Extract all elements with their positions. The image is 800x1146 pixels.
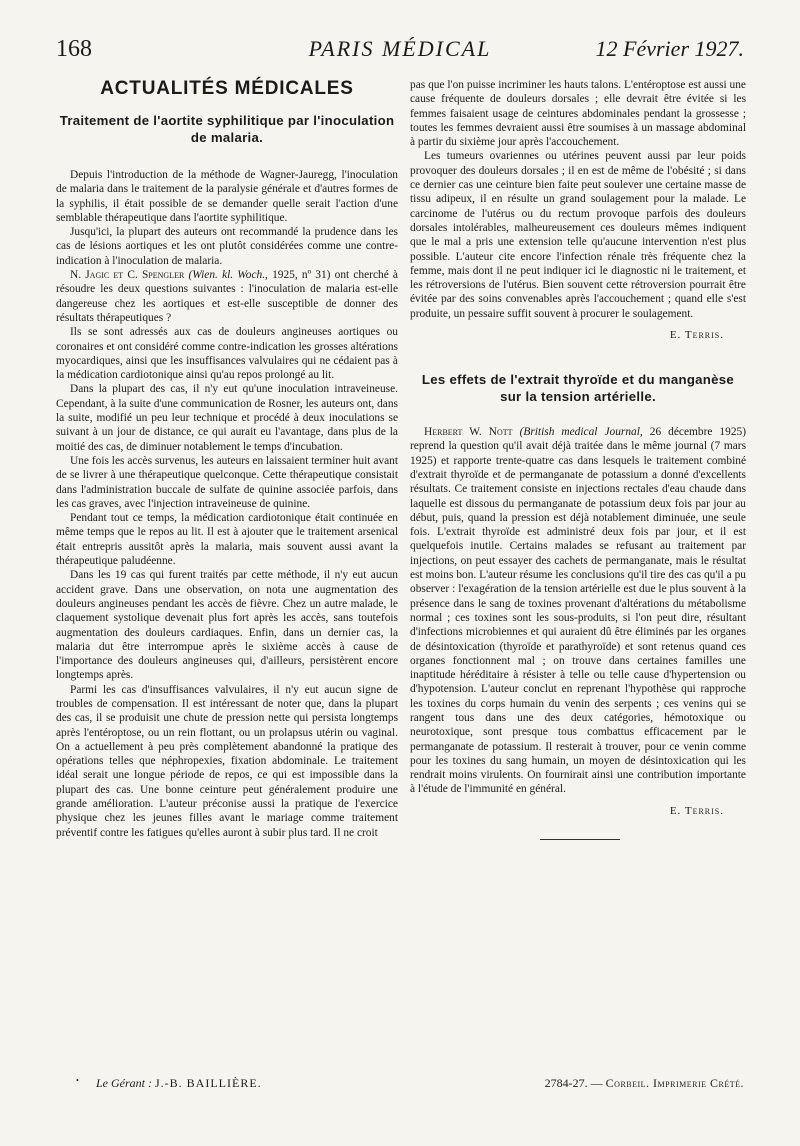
end-divider xyxy=(540,839,620,840)
paragraph-reference xyxy=(410,425,746,797)
author-signature: E. Terris. xyxy=(669,804,724,817)
print-code: 2784-27. — xyxy=(544,1076,606,1090)
printer-name: Corbeil. Imprimerie Crété. xyxy=(605,1076,744,1090)
reference-journal: (British medical Journal, xyxy=(519,426,643,439)
footer-gerant xyxy=(96,1076,262,1091)
article-title-aortite: Traitement de l'aortite syphilitique par l'inoculation de malaria. xyxy=(59,113,395,145)
reference-text: 1925, nº 31) ont cherché à résoudre les deux questions suivantes : l'inoculation de malaria est-elle dangereuse chez les aortiques et est-elle susceptible de donner des résultats thérapeutiques ? xyxy=(56,269,398,324)
left-column xyxy=(56,78,398,840)
paragraph-continued: pas que l'on puisse incriminer les hauts talons. L'entéroptose est aussi une cause fréquente de douleurs dorsales ; elle devrait être évitée si les femmes faisaient usage de ceintures abdominales pendant la grossesse ; toutes les femmes devraient aussi être soumises à un massage abdominal à partir du sixième jour après l'accouchement. xyxy=(410,79,746,149)
gerant-name: J.-B. BAILLIÈRE. xyxy=(155,1076,262,1090)
paragraph: Parmi les cas d'insuffisances valvulaires, il n'y eut aucun signe de troubles de compensation. Il est intéressant de noter que, dans la plupart des cas, il se produisit une chute de pression nette qui persista longtemps après l'entéroptose, ou un rein flottant, ou un prolapsus utérin ou vaginal. On a actuellement à peu près complètement abandonné la pratique des opérations telles que néphropexies, fixation abdominale. Le traitement idéal serait une longue période de repos, ce qui est impossible dans la plupart des cas. Une bonne ceinture peut généralement produire une grande amélioration. L'auteur préconise aussi la pratique de l'exercice physique chez les jeunes filles avant le mariage comme traitement préventif contre les fatigues qu'elles auront à subir plus tard. Il ne croit xyxy=(56,683,398,839)
right-column xyxy=(410,78,746,840)
page-header xyxy=(56,30,744,70)
paragraph: Une fois les accès survenus, les auteurs en laissaient terminer huit avant de se livrer à une thérapeutique quelconque. Cette thérapeutique consistait dans l'administration buccale de sulfate de quinine associée parfois, dans les cas graves, avec l'injection intraveineuse de quinine. xyxy=(56,454,398,510)
page-number: 168 xyxy=(56,36,92,62)
footer-printer xyxy=(545,1076,744,1091)
paragraph: Dans la plupart des cas, il n'y eut qu'une inoculation intraveineuse. Cependant, à la suite d'une communication de Rosner, les auteurs ont, dans la suite, modifié un peu leur technique et procédé à deux inoculations se suivant à un jour de distance, ce qui aurait eu l'avantage, dans plus de la moitié des cas, de diminuer notablement le temps d'incubation. xyxy=(56,383,398,453)
article-title-thyroide: Les effets de l'extrait thyroïde et du manganèse sur la tension artérielle. xyxy=(421,372,735,405)
paragraph: Dans les 19 cas qui furent traités par cette méthode, il n'y eut aucun accident grave. Dans une observation, on nota une augmentation des douleurs angineuses pendant les accès de fièvre. Chez un autre malade, le claquement systolique devenait plus fort après les accès, sans toutefois augmentation des douleurs cardiaques. Enfin, dans un dernier cas, la malaria dut être interrompue après le sixième accès à cause de l'importance des douleurs angineuses qui, d'ailleurs, persistèrent encore longtemps après. xyxy=(56,569,398,682)
author-signature: E. Terris. xyxy=(669,329,724,342)
journal-title: PARIS MÉDICAL xyxy=(308,36,492,61)
paragraph-reference xyxy=(56,268,398,325)
gerant-label: Le Gérant : xyxy=(96,1076,152,1090)
paragraph: Depuis l'introduction de la méthode de Wagner-Jauregg, l'inoculation de malaria dans le traitement de la paralysie générale et d'autres formes de la syphilis, il était possible de se demander quelle serait l'action d'une semblable thérapeutique dans l'aortite syphilitique. xyxy=(56,169,398,224)
paragraph: Jusqu'ici, la plupart des auteurs ont recommandé la prudence dans les cas de lésions aortiques et les ont plutôt considérées comme une contre-indication à l'inoculation de malaria. xyxy=(56,226,398,267)
reference-journal: (Wien. kl. Woch., xyxy=(188,269,268,282)
issue-date: 12 Février 1927. xyxy=(595,36,744,61)
paragraph: Les tumeurs ovariennes ou utérines peuvent aussi par leur poids provoquer des douleurs dorsales ; il en est de même de l'obésité ; si dans ce dernier cas une ceinture bien faite peut soulever une certaine masse de tissu adipeux, il en résulte un grand soulagement pour la malade. Le carcinome de l'utérus ou du rectum provoque parfois des douleurs dorsales intolérables, malheureusement ces douleurs mêmes indiquent que le mal a pris une extension telle qu'aucune intervention n'est plus possible. L'auteur cite encore l'infection rénale très fréquente chez la femme, mais dont il ne peut indiquer ici le diagnostic ni le traitement, et les rétroversions de l'utérus. Bien souvent cette rétroversion pourrait être évitée par des soins convenables après l'accouchement ; quand elle s'est produite, un pessaire suffit souvent à procurer le soulagement. xyxy=(410,150,746,320)
bullet-icon: • xyxy=(76,1076,79,1085)
paragraph: Pendant tout ce temps, la médication cardiotonique était continuée en même temps que le repos au lit. Il est à ajouter que le traitement arsenical était entrepris aussitôt après la malaria, mais souvent aussi avant la thérapeutique paludéenne. xyxy=(56,512,398,568)
reference-authors: N. Jagic et C. Spengler xyxy=(70,269,185,282)
reference-text: 26 décembre 1925) reprend la question qu'il avait déjà traitée dans le même journal (7 mars 1925) et rapporte trente-quatre cas dans lesquels le traitement combiné d'extrait thyroïde et de permanganate de potassium a donné d'excellents résultats. Ce traitement consiste en injections rectales d'eau chaude dans laquelle est dissous du permanganate de potassium deux fois par jour au début, puis, quand la pression est déjà notablement diminuée, une seule fois. L'extrait thyroïde est administré deux fois par jour, et il est quelquefois inutile. Certains malades se refusant au traitement par injections, on peut essayer des cachets de permanganate, mais le résultat est moins bon. L'auteur résume les conclusions qu'il tire des cas qu'il a pu observer : l'exagération de la tension artérielle est due le plus souvent à la présence dans le sang de toxines provenant d'altérations du métabolisme normal ; ces toxines sont les sous-produits, si l'on peut dire, résultant d'infections microbiennes et qui auraient dû être éliminés par les organes de désintoxication (thyroïde et parathyroïde) et sont retenus quand ces organes fonctionnent mal ; on trouve dans certaines familles une inaptitude héréditaire à résister à telle ou telle cause d'hypertension ou d'hypotension. L'auteur conclut en reprenant l'hypothèse qui rapproche les toxines du corps humain du venin des serpents ; ces venins qui se rangent tous dans une des deux catégories, hémotoxique ou neurotoxique, sont presque tous combattus efficacement par le permanganate de potassium. Il resterait à trouver, pour ce venin comme pour les toxines du sang humain, un moyen de désintoxication qui les rendrait moins virulents. On fournirait ainsi une contribution importante à l'étude de l'immunité en général. xyxy=(410,426,747,796)
paragraph: Ils se sont adressés aux cas de douleurs angineuses aortiques ou coronaires et ont considéré comme contre-indication les grosses altérations myocardiques, ainsi que les insuffisances valvulaires qui ne cédaient pas à la médication cardiotonique ainsi qu'au repos prolongé au lit. xyxy=(56,326,398,382)
section-title: ACTUALITÉS MÉDICALES xyxy=(100,78,354,99)
reference-author: Herbert W. Nott xyxy=(424,426,513,439)
